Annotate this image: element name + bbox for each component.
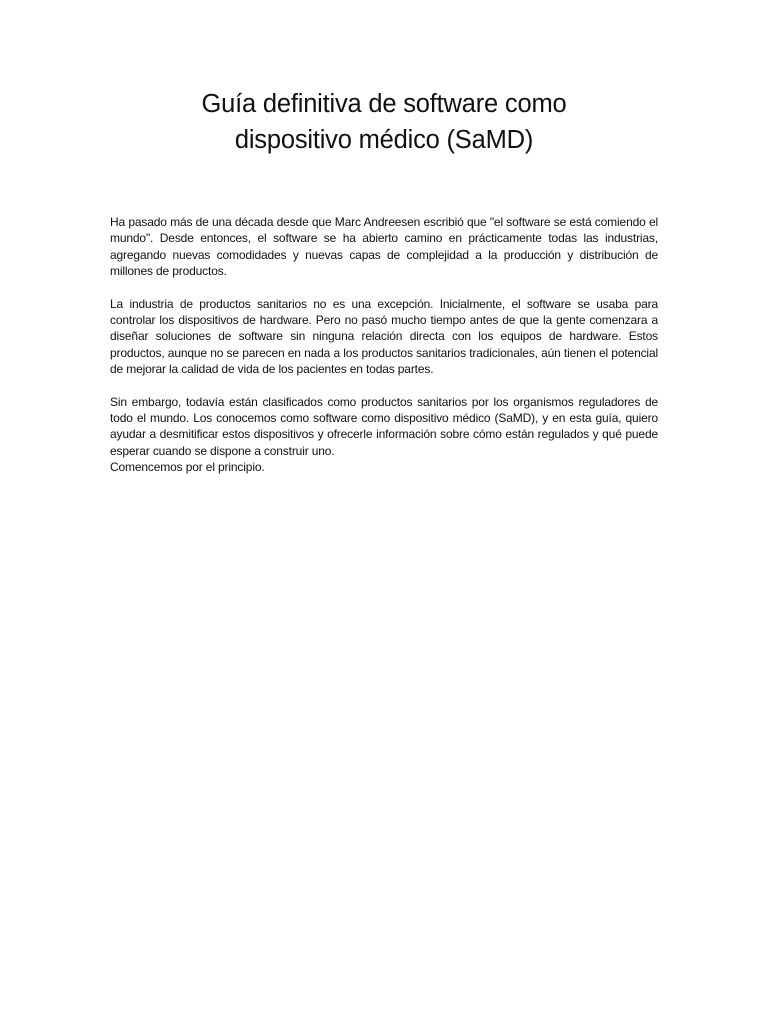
paragraph-industry: La industria de productos sanitarios no es una excepción. Inicialmente, el software se usaba para controlar los dispositivos de hardware. Pero no pasó mucho tiempo antes de que la gente comenzara a diseñar soluciones de software sin ninguna relación directa con los equipos de hardware. Estos productos, aunque no se parecen en nada a los productos sanitarios tradicionales, aún tienen el potencial de mejorar la calidad de vida de los pacientes en todas partes.: [110, 296, 658, 377]
document-title: [110, 86, 658, 158]
paragraph-start: Comencemos por el principio.: [110, 460, 265, 475]
paragraph-intro: Ha pasado más de una década desde que Marc Andreesen escribió que "el software se está comiendo el mundo". Desde entonces, el software se ha abierto camino en prácticamente todas las industrias, agregando nuevas comodidades y nuevas capas de complejidad a la producción y distribución de millones de productos.: [110, 215, 658, 279]
document-title-line-1: Guía definitiva de software como: [201, 90, 567, 118]
document-body: [110, 214, 658, 476]
document-title-line-2: dispositivo médico (SaMD): [234, 126, 534, 154]
paragraph-regulation: Sin embargo, todavía están clasificados como productos sanitarios por los organismos reguladores de todo el mundo. Los conocemos como software como dispositivo médico (SaMD), y en esta guía, quiero ayudar a desmitificar estos dispositivos y ofrecerle información sobre cómo están regulados y qué puede esperar cuando se dispone a construir uno.: [110, 394, 658, 458]
